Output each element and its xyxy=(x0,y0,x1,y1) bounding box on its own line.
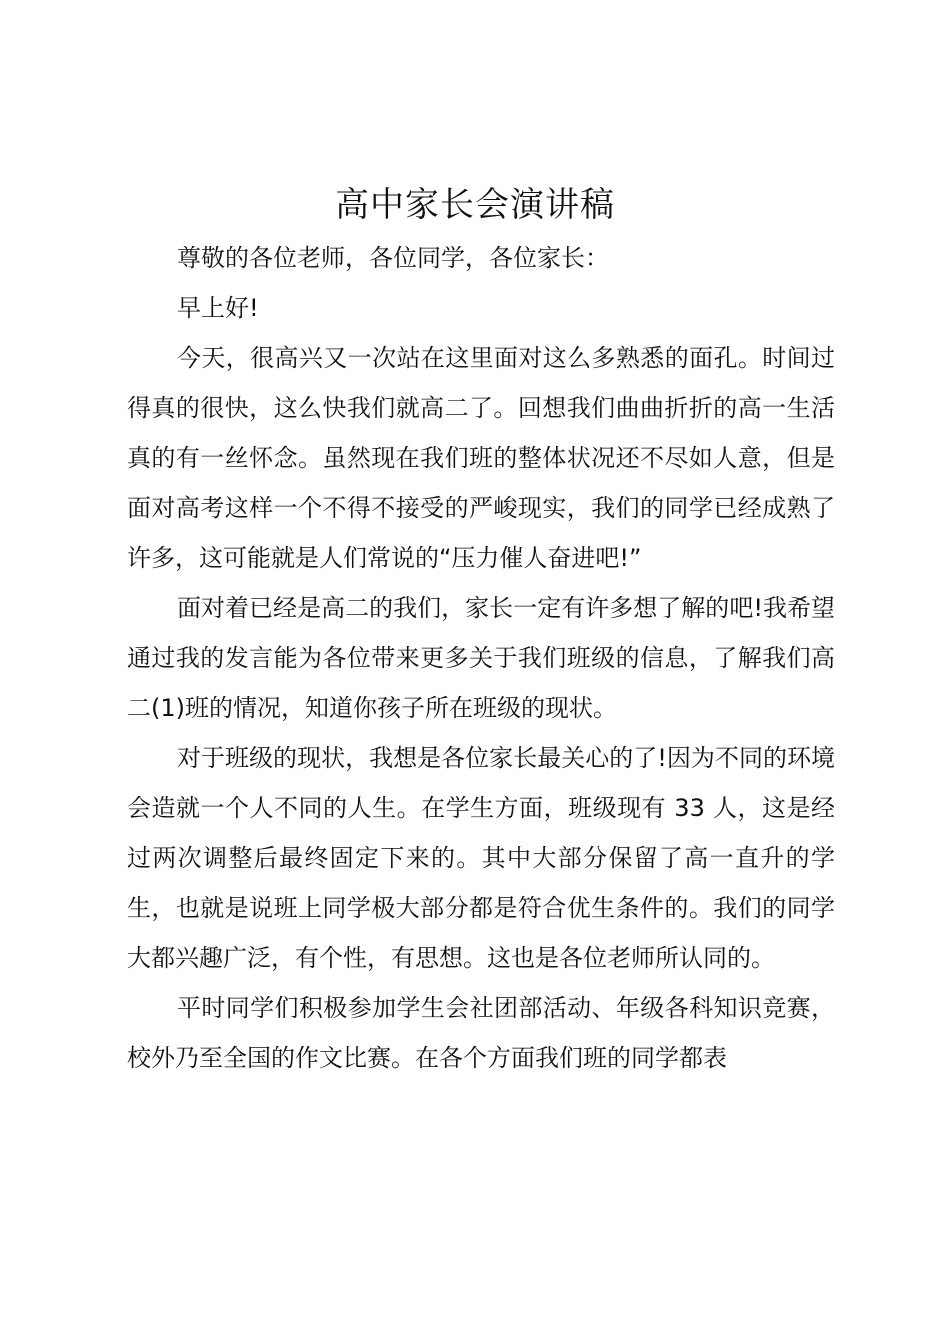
document-body xyxy=(127,233,835,1083)
paragraph-purpose: 面对着已经是高二的我们，家长一定有许多想了解的吧!我希望通过我的发言能为各位带来更多关于我们班级的信息，了解我们高二(1)班的情况，知道你孩子所在班级的现状。 xyxy=(127,594,835,722)
paragraph-class-status: 对于班级的现状，我想是各位家长最关心的了!因为不同的环境会造就一个人不同的人生。在学生方面，班级现有 33 人，这是经过两次调整后最终固定下来的。其中大部分保留了高一直升的学生，也就是说班上同学极大部分都是符合优生条件的。我们的同学大都兴趣广泛，有个性，有思想。这也是各位老师所认同的。 xyxy=(127,744,835,972)
paragraph-salutation: 尊敬的各位老师，各位同学，各位家长： xyxy=(177,244,609,272)
paragraph-intro: 今天，很高兴又一次站在这里面对这么多熟悉的面孔。时间过得真的很快，这么快我们就高二了。回想我们曲曲折折的高一生活真的有一丝怀念。虽然现在我们班的整体状况还不尽如人意，但是面对高考这样一个不得不接受的严峻现实，我们的同学已经成熟了许多，这可能就是人们常说的“压力催人奋进吧!” xyxy=(127,344,835,572)
paragraph-greeting: 早上好! xyxy=(177,294,259,322)
document-title: 高中家长会演讲稿 xyxy=(335,185,615,225)
paragraph-activities: 平时同学们积极参加学生会社团部活动、年级各科知识竞赛，校外乃至全国的作文比赛。在各个方面我们班的同学都表 xyxy=(127,994,835,1072)
